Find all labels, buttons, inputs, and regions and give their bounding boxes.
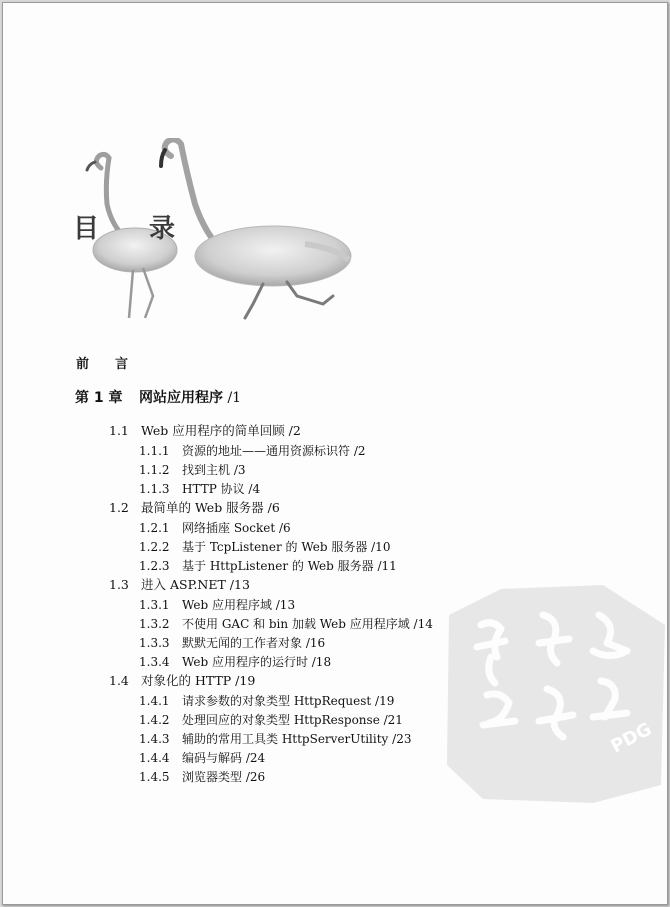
toc-entry[interactable] bbox=[139, 558, 397, 574]
toc-entry-title: Web 应用程序的运行时 /18 bbox=[182, 655, 332, 669]
toc-entry-number: 1.3.3 bbox=[139, 636, 170, 650]
toc-entry[interactable] bbox=[139, 443, 366, 459]
toc-entry-title: 对象化的 HTTP /19 bbox=[141, 673, 256, 688]
chapter-number: 第 1 章 bbox=[75, 390, 123, 406]
toc-entry-number: 1.2.1 bbox=[139, 521, 170, 535]
toc-entry-title: 不使用 GAC 和 bin 加载 Web 应用程序域 /14 bbox=[182, 617, 433, 631]
toc-entry-title: 默默无闻的工作者对象 /16 bbox=[182, 636, 326, 650]
toc-title-char-2: 录 bbox=[149, 214, 176, 244]
toc-entry-number: 1.1.3 bbox=[139, 482, 170, 496]
toc-entry-number: 1.4.2 bbox=[139, 713, 170, 727]
toc-entry-number: 1.3 bbox=[109, 577, 129, 592]
toc-entry-title: 基于 HttpListener 的 Web 服务器 /11 bbox=[182, 559, 397, 573]
toc-entry[interactable] bbox=[139, 693, 394, 709]
toc-entry-number: 1.4.4 bbox=[139, 751, 170, 765]
toc-entry-title: Web 应用程序的简单回顾 /2 bbox=[141, 423, 301, 438]
toc-entry-number: 1.4.3 bbox=[139, 732, 170, 746]
toc-preface[interactable] bbox=[76, 357, 128, 373]
toc-entry-title: 浏览器类型 /26 bbox=[182, 770, 266, 784]
toc-entry[interactable] bbox=[139, 769, 265, 785]
toc-entry-title: Web 应用程序域 /13 bbox=[182, 598, 296, 612]
chapter-title: 网站应用程序 bbox=[139, 390, 223, 406]
preface-label-left: 前 bbox=[76, 357, 90, 372]
chapter-page: /1 bbox=[227, 390, 242, 406]
toc-entry-number: 1.4.5 bbox=[139, 770, 170, 784]
toc-chapter-1[interactable] bbox=[75, 390, 241, 406]
toc-entry-title: 请求参数的对象类型 HttpRequest /19 bbox=[182, 694, 395, 708]
toc-entry-number: 1.2 bbox=[109, 500, 129, 515]
toc-entry-number: 1.3.1 bbox=[139, 598, 170, 612]
toc-entry[interactable] bbox=[109, 423, 301, 439]
flamingo-illustration bbox=[73, 138, 373, 323]
toc-entry-title: 处理回应的对象类型 HttpResponse /21 bbox=[182, 713, 403, 727]
toc-entry-number: 1.4 bbox=[109, 673, 129, 688]
toc-entry-number: 1.3.2 bbox=[139, 617, 170, 631]
toc-entry-number: 1.4.1 bbox=[139, 694, 170, 708]
toc-entry-title: 网络插座 Socket /6 bbox=[182, 521, 291, 535]
toc-entry-title: 进入 ASP.NET /13 bbox=[141, 577, 250, 592]
toc-entry[interactable] bbox=[109, 500, 280, 516]
toc-entry-number: 1.3.4 bbox=[139, 655, 170, 669]
toc-entry-number: 1.2.3 bbox=[139, 559, 170, 573]
toc-entry[interactable] bbox=[139, 520, 291, 536]
watermark-text: PDG bbox=[607, 718, 656, 758]
library-seal-watermark bbox=[443, 585, 668, 805]
toc-entry[interactable] bbox=[139, 616, 433, 632]
toc-entry[interactable] bbox=[139, 597, 295, 613]
toc-entry[interactable] bbox=[109, 673, 255, 689]
toc-entry-number: 1.1.2 bbox=[139, 463, 170, 477]
toc-entry[interactable] bbox=[139, 635, 325, 651]
toc-entry-title: 资源的地址——通用资源标识符 /2 bbox=[182, 444, 366, 458]
toc-entry-title: 找到主机 /3 bbox=[182, 463, 246, 477]
toc-entry[interactable] bbox=[139, 750, 265, 766]
toc-entry[interactable] bbox=[139, 712, 403, 728]
toc-title-char-1: 目 bbox=[73, 214, 100, 244]
toc-entry-number: 1.1.1 bbox=[139, 444, 170, 458]
toc-entry-title: 最简单的 Web 服务器 /6 bbox=[141, 500, 280, 515]
toc-entry[interactable] bbox=[139, 731, 411, 747]
toc-entry-title: 编码与解码 /24 bbox=[182, 751, 266, 765]
toc-entry[interactable] bbox=[139, 539, 390, 555]
document-page bbox=[2, 2, 668, 905]
toc-entry[interactable] bbox=[139, 654, 331, 670]
toc-entry-title: 辅助的常用工具类 HttpServerUtility /23 bbox=[182, 732, 412, 746]
toc-entry[interactable] bbox=[139, 481, 260, 497]
toc-entry-title: 基于 TcpListener 的 Web 服务器 /10 bbox=[182, 540, 391, 554]
toc-entry-number: 1.1 bbox=[109, 423, 129, 438]
toc-entry[interactable] bbox=[109, 577, 250, 593]
preface-label-right: 言 bbox=[115, 357, 129, 372]
toc-entry[interactable] bbox=[139, 462, 246, 478]
toc-entry-number: 1.2.2 bbox=[139, 540, 170, 554]
toc-entry-title: HTTP 协议 /4 bbox=[182, 482, 261, 496]
